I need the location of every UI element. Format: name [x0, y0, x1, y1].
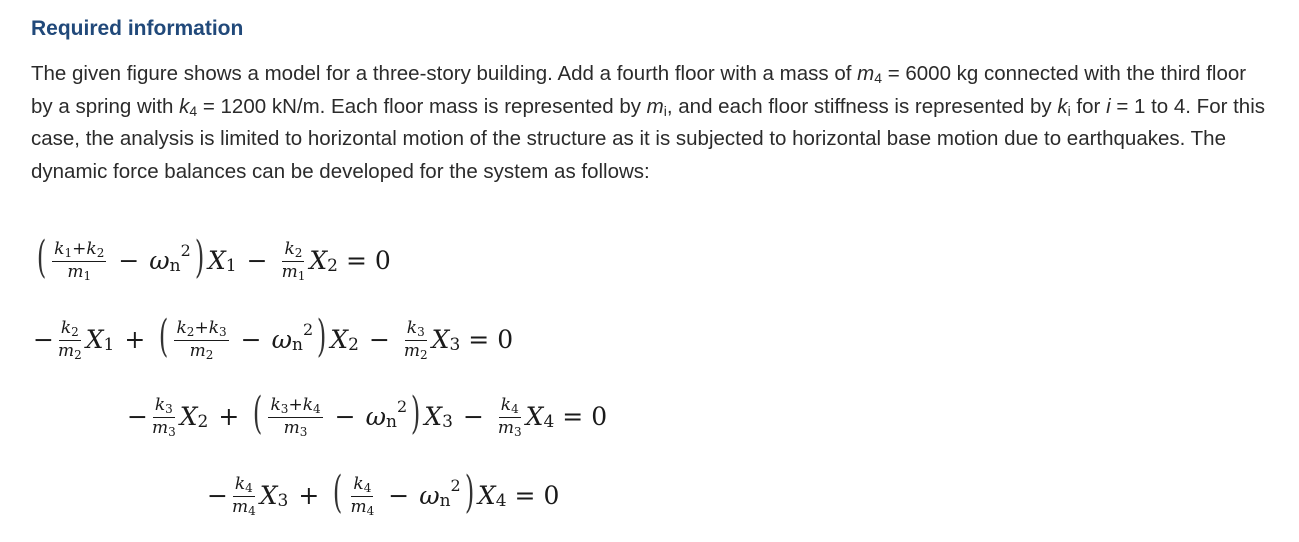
fraction-k3-plus-k4-over-m3: $\frac{k3+k4}{m3}$	[270, 394, 321, 439]
section-heading: Required information	[31, 17, 244, 40]
fraction-k2-over-m2: $\frac{k2}{m2}$	[57, 317, 82, 362]
left-paren: (	[36, 232, 47, 283]
right-paren: )	[194, 232, 205, 283]
fraction-k4-over-m4: $\frac{k4}{m4}$	[231, 473, 256, 518]
equation-4: − $\frac{k4}{m4}$ X 3 + ( $\frac{k4}{m4}$ − ω n 2 ) X 4 = 0	[207, 467, 560, 518]
equation-2: − $\frac{k2}{m2}$ X 1 + ( $\frac{k2+k3}{m2}$ − ω n 2 ) X 2 − $\frac{k3}{m2}$ X 3 = 0	[33, 311, 514, 362]
equation-1: ( $\frac{k1+k2}{m1}$ − ω n 2 ) X 1 − $\frac{k2}{m1}$ X 2 = 0	[36, 232, 391, 283]
fraction-k1-plus-k2-over-m1: $\frac{k1+k2}{m1}$	[54, 238, 105, 283]
problem-statement: The given figure shows a model for a three-story building. Add a fourth floor with a mass of $m_4 = 6000$ kg connected with the third floor by a spring with $k_4 = 1200$ kN/m. Each floor mass is represented by $m_i$, and each floor stiffness is represented by $k_i$ for i = 1 to 4. For this case, the analysis is limited to horizontal motion of the structure as it is subjected to horizontal base motion due to earthquakes. The dynamic force balances can be developed for the system as follows:	[31, 62, 1266, 183]
fraction-k2-plus-k3-over-m2: $\frac{k2+k3}{m2}$	[176, 317, 227, 362]
fraction-k4-over-m4-inner: $\frac{k4}{m4}$	[350, 473, 375, 518]
equation-3: − $\frac{k3}{m3}$ X 2 + ( $\frac{k3+k4}{m3}$ − ω n 2 ) X 3 − $\frac{k4}{m3}$ X 4 = 0	[127, 388, 608, 439]
fraction-k2-over-m1: $\frac{k2}{m1}$	[281, 238, 306, 283]
fraction-k3-over-m3: $\frac{k3}{m3}$	[151, 394, 176, 439]
fraction-k3-over-m2: $\frac{k3}{m2}$	[403, 317, 428, 362]
fraction-k4-over-m3: $\frac{k4}{m3}$	[497, 394, 522, 439]
